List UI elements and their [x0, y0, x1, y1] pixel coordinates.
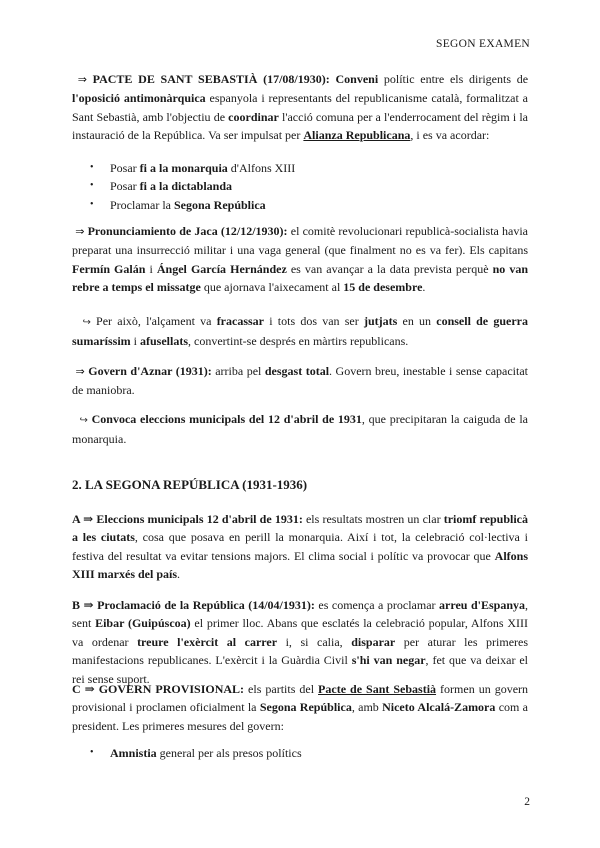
paragraph-title: A ⇒ Eleccions municipals 12 d'abril de 1931:	[72, 512, 303, 526]
return-arrow-icon: ↪	[79, 415, 88, 426]
underlined-term: Pacte de Sant Sebastià	[318, 682, 437, 696]
aznar-paragraph: ⇒ Govern d'Aznar (1931): arriba pel desgast total. Govern breu, inestable i sense capacitat de maniobra.	[72, 364, 529, 398]
paragraph-title: C ⇒ GOVERN PROVISIONAL:	[72, 682, 245, 696]
section-b-paragraph: B ⇒ Proclamació de la República (14/04/1931): es comença a proclamar arreu d'Espanya, sent Eibar (Guipúscoa) el primer lloc. Abans que esclatés la celebració popular, Alfons XIII va ordenar treure l'exèrcit al carrer i, si calia, disparar per aturar les primeres manifestacions republicanes. L'exèrcit i la Guàrdia Civil s'hi van negar, fet que va deixar el rei sense suport.	[72, 598, 529, 686]
underlined-term: Alianza Republicana	[303, 128, 411, 143]
list-item: • Amnistia general per als presos polítics	[90, 744, 302, 762]
page-header: SEGON EXAMEN	[436, 38, 530, 50]
list-item: • Posar fi a la monarquia d'Alfons XIII	[90, 159, 295, 177]
arrow-icon: ⇒	[75, 365, 85, 378]
section-a-paragraph: A ⇒ Eleccions municipals 12 d'abril de 1931: els resultats mostren un clar triomf republicà a les ciutats, cosa que posava en perill la monarquia. Així i tot, la celebració col·lectiva i festiva del resultat va evitar tensions majors. El clima social i polític va provocar que Alfons XIII marxés del país.	[72, 512, 528, 582]
paragraph-title: B ⇒ Proclamació de la República (14/04/1931):	[72, 598, 315, 612]
agreement-list	[90, 159, 295, 214]
measures-list	[90, 744, 302, 762]
page-number: 2	[524, 796, 530, 808]
paragraph-title: Govern d'Aznar (1931):	[88, 364, 212, 378]
paragraph-title: PACTE DE SANT SEBASTIÀ (17/08/1930):	[92, 72, 330, 86]
section-c-paragraph: C ⇒ GOVERN PROVISIONAL: els partits del Pacte de Sant Sebastià formen un govern provisional i proclamen oficialment la Segona República, amb Niceto Alcalá-Zamora com a president. Les primeres mesures del govern:	[72, 682, 529, 733]
arrow-icon: ⇒	[75, 225, 85, 238]
paragraph-title: Pronunciamiento de Jaca (12/12/1930):	[87, 224, 288, 238]
list-item: • Posar fi a la dictablanda	[90, 177, 295, 195]
elections-call-paragraph: ↪ Convoca eleccions municipals del 12 d'abril de 1931, que precipitaran la caiguda de la monarquia.	[72, 412, 528, 447]
consequence-paragraph: ↪ Per això, l'alçament va fracassar i tots dos van ser jutjats en un consell de guerra sumaríssim i afusellats, convertint-se després en màrtirs republicans.	[72, 314, 528, 349]
pacte-sant-sebastia-paragraph: ⇒ PACTE DE SANT SEBASTIÀ (17/08/1930): Conveni polític entre els dirigents de l'oposició antimonàrquica espanyola i representants del republicanisme català, formalitzat a Sant Sebastià, amb l'objectiu de coordinar l'acció comuna per a l'enderrocament del règim i la instauració de la República. Va ser impulsat per Alianza Republicana, i es va acordar:	[72, 72, 529, 143]
jaca-paragraph: ⇒ Pronunciamiento de Jaca (12/12/1930): el comitè revolucionari republicà-socialista havia preparat una insurrecció militar i una vaga general (que finalment no es va fer). Els capitans Fermín Galán i Ángel García Hernández es van avançar a la data prevista perquè no van rebre a temps el missatge que ajornava l'aixecament al 15 de desembre.	[72, 224, 529, 295]
list-item: • Proclamar la Segona República	[90, 196, 295, 214]
arrow-icon: ⇒	[77, 73, 87, 86]
return-arrow-icon: ↪	[82, 317, 91, 328]
section-title: 2. LA SEGONA REPÚBLICA (1931-1936)	[72, 477, 308, 492]
